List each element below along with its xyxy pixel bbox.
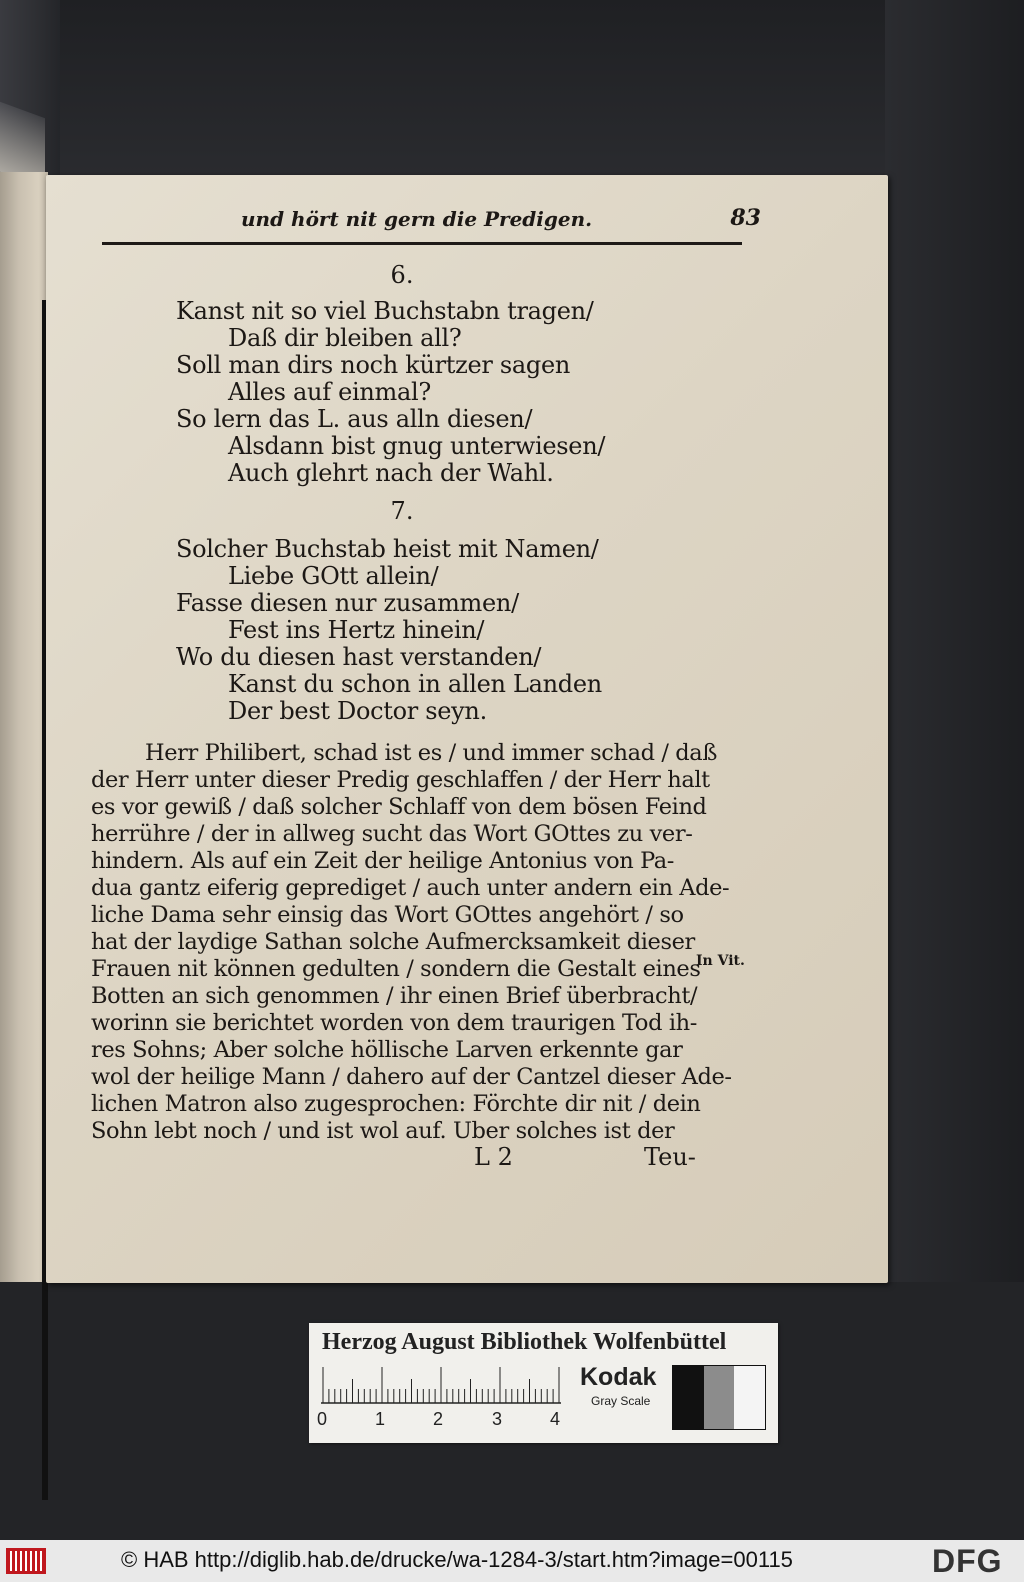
kodak-logo: Kodak — [580, 1363, 657, 1391]
verse-line: Liebe GOtt allein/ — [228, 562, 439, 590]
ruler-scale — [321, 1365, 561, 1405]
footer-bar — [0, 1540, 1024, 1582]
scale-number: 4 — [550, 1409, 561, 1429]
gray-patch — [704, 1366, 735, 1429]
prose-line: Herr Philibert, schad ist es / und immer schad / daß — [145, 740, 717, 766]
verse-line: So lern das L. aus alln diesen/ — [176, 405, 533, 433]
page-header — [241, 207, 761, 237]
gray-scale-label: Gray Scale — [591, 1394, 651, 1408]
verse-line: Auch glehrt nach der Wahl. — [228, 459, 554, 487]
catchword: Teu- — [644, 1143, 696, 1171]
scale-number: 0 — [317, 1409, 328, 1429]
prose-line: Botten an sich genommen / ihr einen Brief überbracht/ — [91, 983, 698, 1009]
previous-leaf-edge — [0, 172, 48, 1282]
scan-background-top — [60, 0, 1024, 178]
verse-line: Wo du diesen hast verstanden/ — [176, 643, 542, 671]
stanza-number: 6. — [390, 261, 414, 289]
prose-line: liche Dama sehr einsig das Wort GOttes angehört / so — [91, 902, 684, 928]
verse-line: Fasse diesen nur zusammen/ — [176, 589, 519, 617]
prose-line: worinn sie berichtet worden von dem traurigen Tod ih- — [91, 1010, 697, 1036]
copyright-url[interactable]: © HAB http://diglib.hab.de/drucke/wa-1284-3/start.htm?image=00115 — [121, 1547, 793, 1572]
color-reference-card — [309, 1323, 778, 1443]
prose-line: Sohn lebt noch / und ist wol auf. Uber solches ist der — [91, 1118, 675, 1144]
gray-patch — [673, 1366, 704, 1429]
hab-logo-icon — [6, 1546, 46, 1576]
book-page — [46, 175, 888, 1283]
scale-number: 1 — [375, 1409, 386, 1429]
verse-line: Der best Doctor seyn. — [228, 697, 487, 725]
prose-line: lichen Matron also zugesprochen: Förchte dir nit / dein — [91, 1091, 701, 1117]
verse-line: Solcher Buchstab heist mit Namen/ — [176, 535, 599, 563]
verse-line: Kanst nit so viel Buchstabn tragen/ — [176, 297, 594, 325]
prose-line: wol der heilige Mann / dahero auf der Cantzel dieser Ade- — [91, 1064, 732, 1090]
prose-line: Frauen nit können gedulten / sondern die Gestalt eines — [91, 956, 701, 982]
scale-number: 3 — [492, 1409, 503, 1429]
prose-line: der Herr unter dieser Predig geschlaffen / der Herr halt — [91, 767, 710, 793]
library-name: Herzog August Bibliothek Wolfenbüttel — [322, 1329, 727, 1355]
gray-scale-patches — [672, 1365, 766, 1430]
marginal-note: In Vit. — [696, 953, 745, 969]
verse-line: Kanst du schon in allen Landen — [228, 670, 602, 698]
prose-line: dua gantz eiferig geprediget / auch unter andern ein Ade- — [91, 875, 730, 901]
header-rule — [102, 242, 742, 245]
verse-line: Fest ins Hertz hinein/ — [228, 616, 485, 644]
stanza-number: 7. — [390, 497, 414, 525]
gray-patch — [734, 1366, 765, 1429]
signature-mark: L 2 — [474, 1143, 513, 1171]
prose-line: res Sohns; Aber solche höllische Larven erkennte gar — [91, 1037, 683, 1063]
scale-number: 2 — [433, 1409, 444, 1429]
verse-line: Daß dir bleiben all? — [228, 324, 462, 352]
prose-line: herrühre / der in allweg sucht das Wort GOttes zu ver- — [91, 821, 693, 847]
verse-line: Soll man dirs noch kürtzer sagen — [176, 351, 571, 379]
page-number: 83 — [730, 205, 761, 231]
running-head: und hört nit gern die Predigen. — [241, 207, 593, 231]
verse-line: Alles auf einmal? — [228, 378, 431, 406]
verse-line: Alsdann bist gnug unterwiesen/ — [228, 432, 606, 460]
prose-line: es vor gewiß / daß solcher Schlaff von dem bösen Feind — [91, 794, 707, 820]
dfg-logo: DFG — [932, 1543, 1003, 1579]
prose-line: hindern. Als auf ein Zeit der heilige Antonius von Pa- — [91, 848, 675, 874]
prose-line: hat der laydige Sathan solche Aufmercksamkeit dieser — [91, 929, 695, 955]
